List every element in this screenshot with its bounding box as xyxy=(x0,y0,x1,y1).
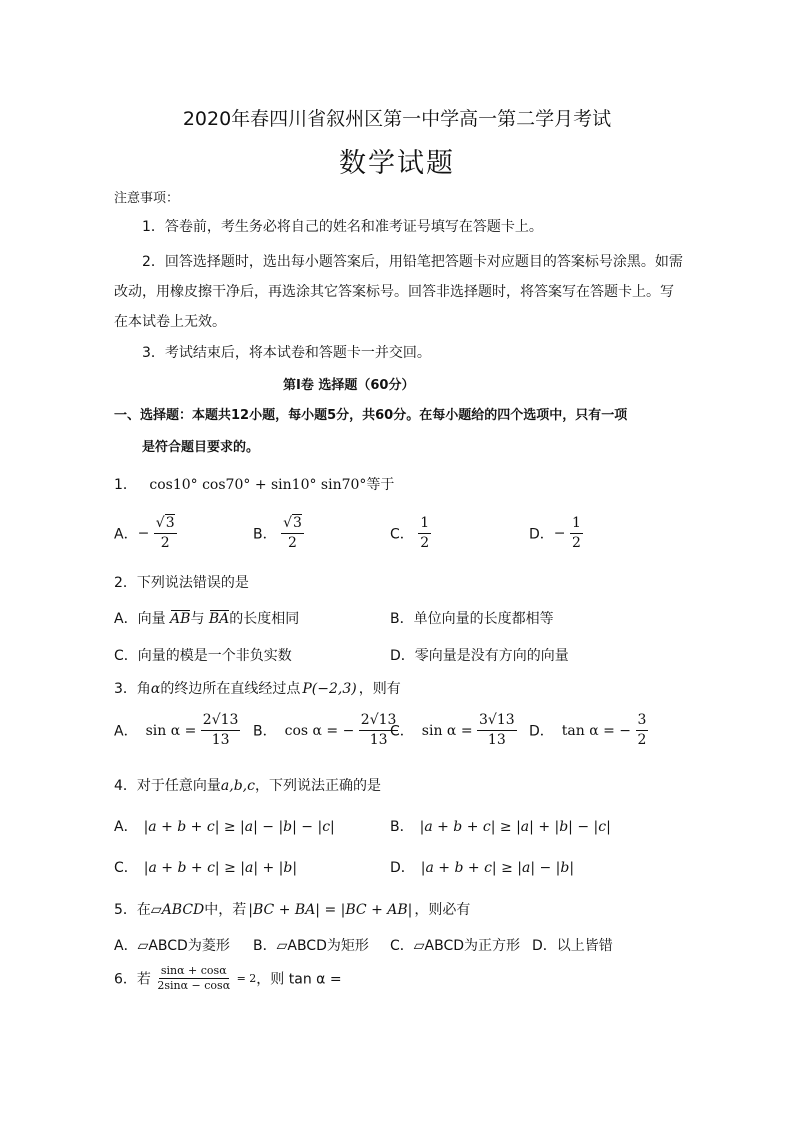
notice-heading: 注意事项： xyxy=(114,191,180,206)
vector-list: a,b,c xyxy=(220,778,255,794)
section-instructions-line-1: 一、选择题：本题共12小题，每小题5分，共60分。在每小题给的四个选项中，只有一项 xyxy=(114,408,628,423)
question-4-stem: 4．对于任意向量a,b,c，下列说法正确的是 xyxy=(114,778,381,794)
notice-item-2-line-2: 改动，用橡皮擦干净后，再选涂其它答案标号。回答非选择题时，将答案写在答题卡上。写 xyxy=(114,284,674,300)
notice-item-1: 1．答卷前，考生务必将自己的姓名和准考证号填写在答题卡上。 xyxy=(142,219,543,235)
notice-item-3: 3．考试结束后，将本试卷和答题卡一并交回。 xyxy=(142,345,431,361)
question-3-option-c: C． sin α = $\frac{3√13}{13}$ xyxy=(390,712,515,748)
question-6-stem: 6．若 $\frac{\sin\alpha + \cos\alpha}{2\sin\alpha - \cos\alpha}$ = 2，则 tan α = xyxy=(114,964,342,992)
question-1-expression: cos10° cos70° + sin10° sin70° xyxy=(149,477,367,493)
question-1-option-b: B． $\frac{√3}{2}$ xyxy=(253,515,302,551)
question-5-option-a: A．▱ABCD为菱形 xyxy=(114,938,230,954)
question-4-option-a: A． |a + b + c| ≥ |a| − |b| − |c| xyxy=(114,819,335,835)
question-3-option-a: A． sin α = $\frac{2√13}{13}$ xyxy=(114,712,239,748)
question-4-option-b: B． |a + b + c| ≥ |a| + |b| − |c| xyxy=(390,819,611,835)
volume-heading: 第Ⅰ卷 选择题（60分） xyxy=(283,378,415,393)
question-5-option-b: B．▱ABCD为矩形 xyxy=(253,938,369,954)
question-1-suffix: 等于 xyxy=(366,477,395,493)
question-2-stem: 2．下列说法错误的是 xyxy=(114,575,249,591)
question-5-option-d: D．以上皆错 xyxy=(532,938,613,954)
question-2-option-b: B．单位向量的长度都相等 xyxy=(390,611,554,627)
question-5-option-c: C．▱ABCD为正方形 xyxy=(390,938,521,954)
question-2-option-d: D．零向量是没有方向的向量 xyxy=(390,648,569,664)
question-4-option-c: C． |a + b + c| ≥ |a| + |b| xyxy=(114,860,298,876)
exam-subtitle: 数学试题 xyxy=(339,148,455,179)
question-3-stem: 3．角α的终边所在直线经过点 P(−2,3) ，则有 xyxy=(114,681,401,697)
question-1-option-c: C． $\frac{1}{2}$ xyxy=(390,515,430,551)
question-5-stem: 5．在▱ABCD中，若 |BC + BA| = |BC + AB| ，则必有 xyxy=(114,902,471,918)
question-3-option-b: B． cos α = − $\frac{2√13}{13}$ xyxy=(253,712,397,748)
question-5-condition: |BC + BA| = |BC + AB| xyxy=(248,902,413,918)
exam-title: 2020年春四川省叙州区第一中学高一第二学月考试 xyxy=(182,108,612,130)
question-1-stem xyxy=(114,474,394,494)
question-4-option-d: D． |a + b + c| ≥ |a| − |b| xyxy=(390,860,575,876)
question-2-option-a: A．向量 AB与 BA的长度相同 xyxy=(114,611,300,627)
question-3-option-d: D． tan α = − $\frac{3}{2}$ xyxy=(529,712,647,748)
notice-item-2-line-1: 2．回答选择题时，选出每小题答案后，用铅笔把答题卡对应题目的答案标号涂黑。如需 xyxy=(142,254,683,270)
question-1-option-d: D．− $\frac{1}{2}$ xyxy=(529,515,581,551)
question-number: 1． xyxy=(114,477,137,493)
question-1-option-a: A．− $\frac{√3}{2}$ xyxy=(114,515,175,551)
notice-item-2-line-3: 在本试卷上无效。 xyxy=(114,314,226,330)
question-2-option-c: C．向量的模是一个非负实数 xyxy=(114,648,292,664)
section-instructions-line-2: 是符合题目要求的。 xyxy=(142,440,260,455)
